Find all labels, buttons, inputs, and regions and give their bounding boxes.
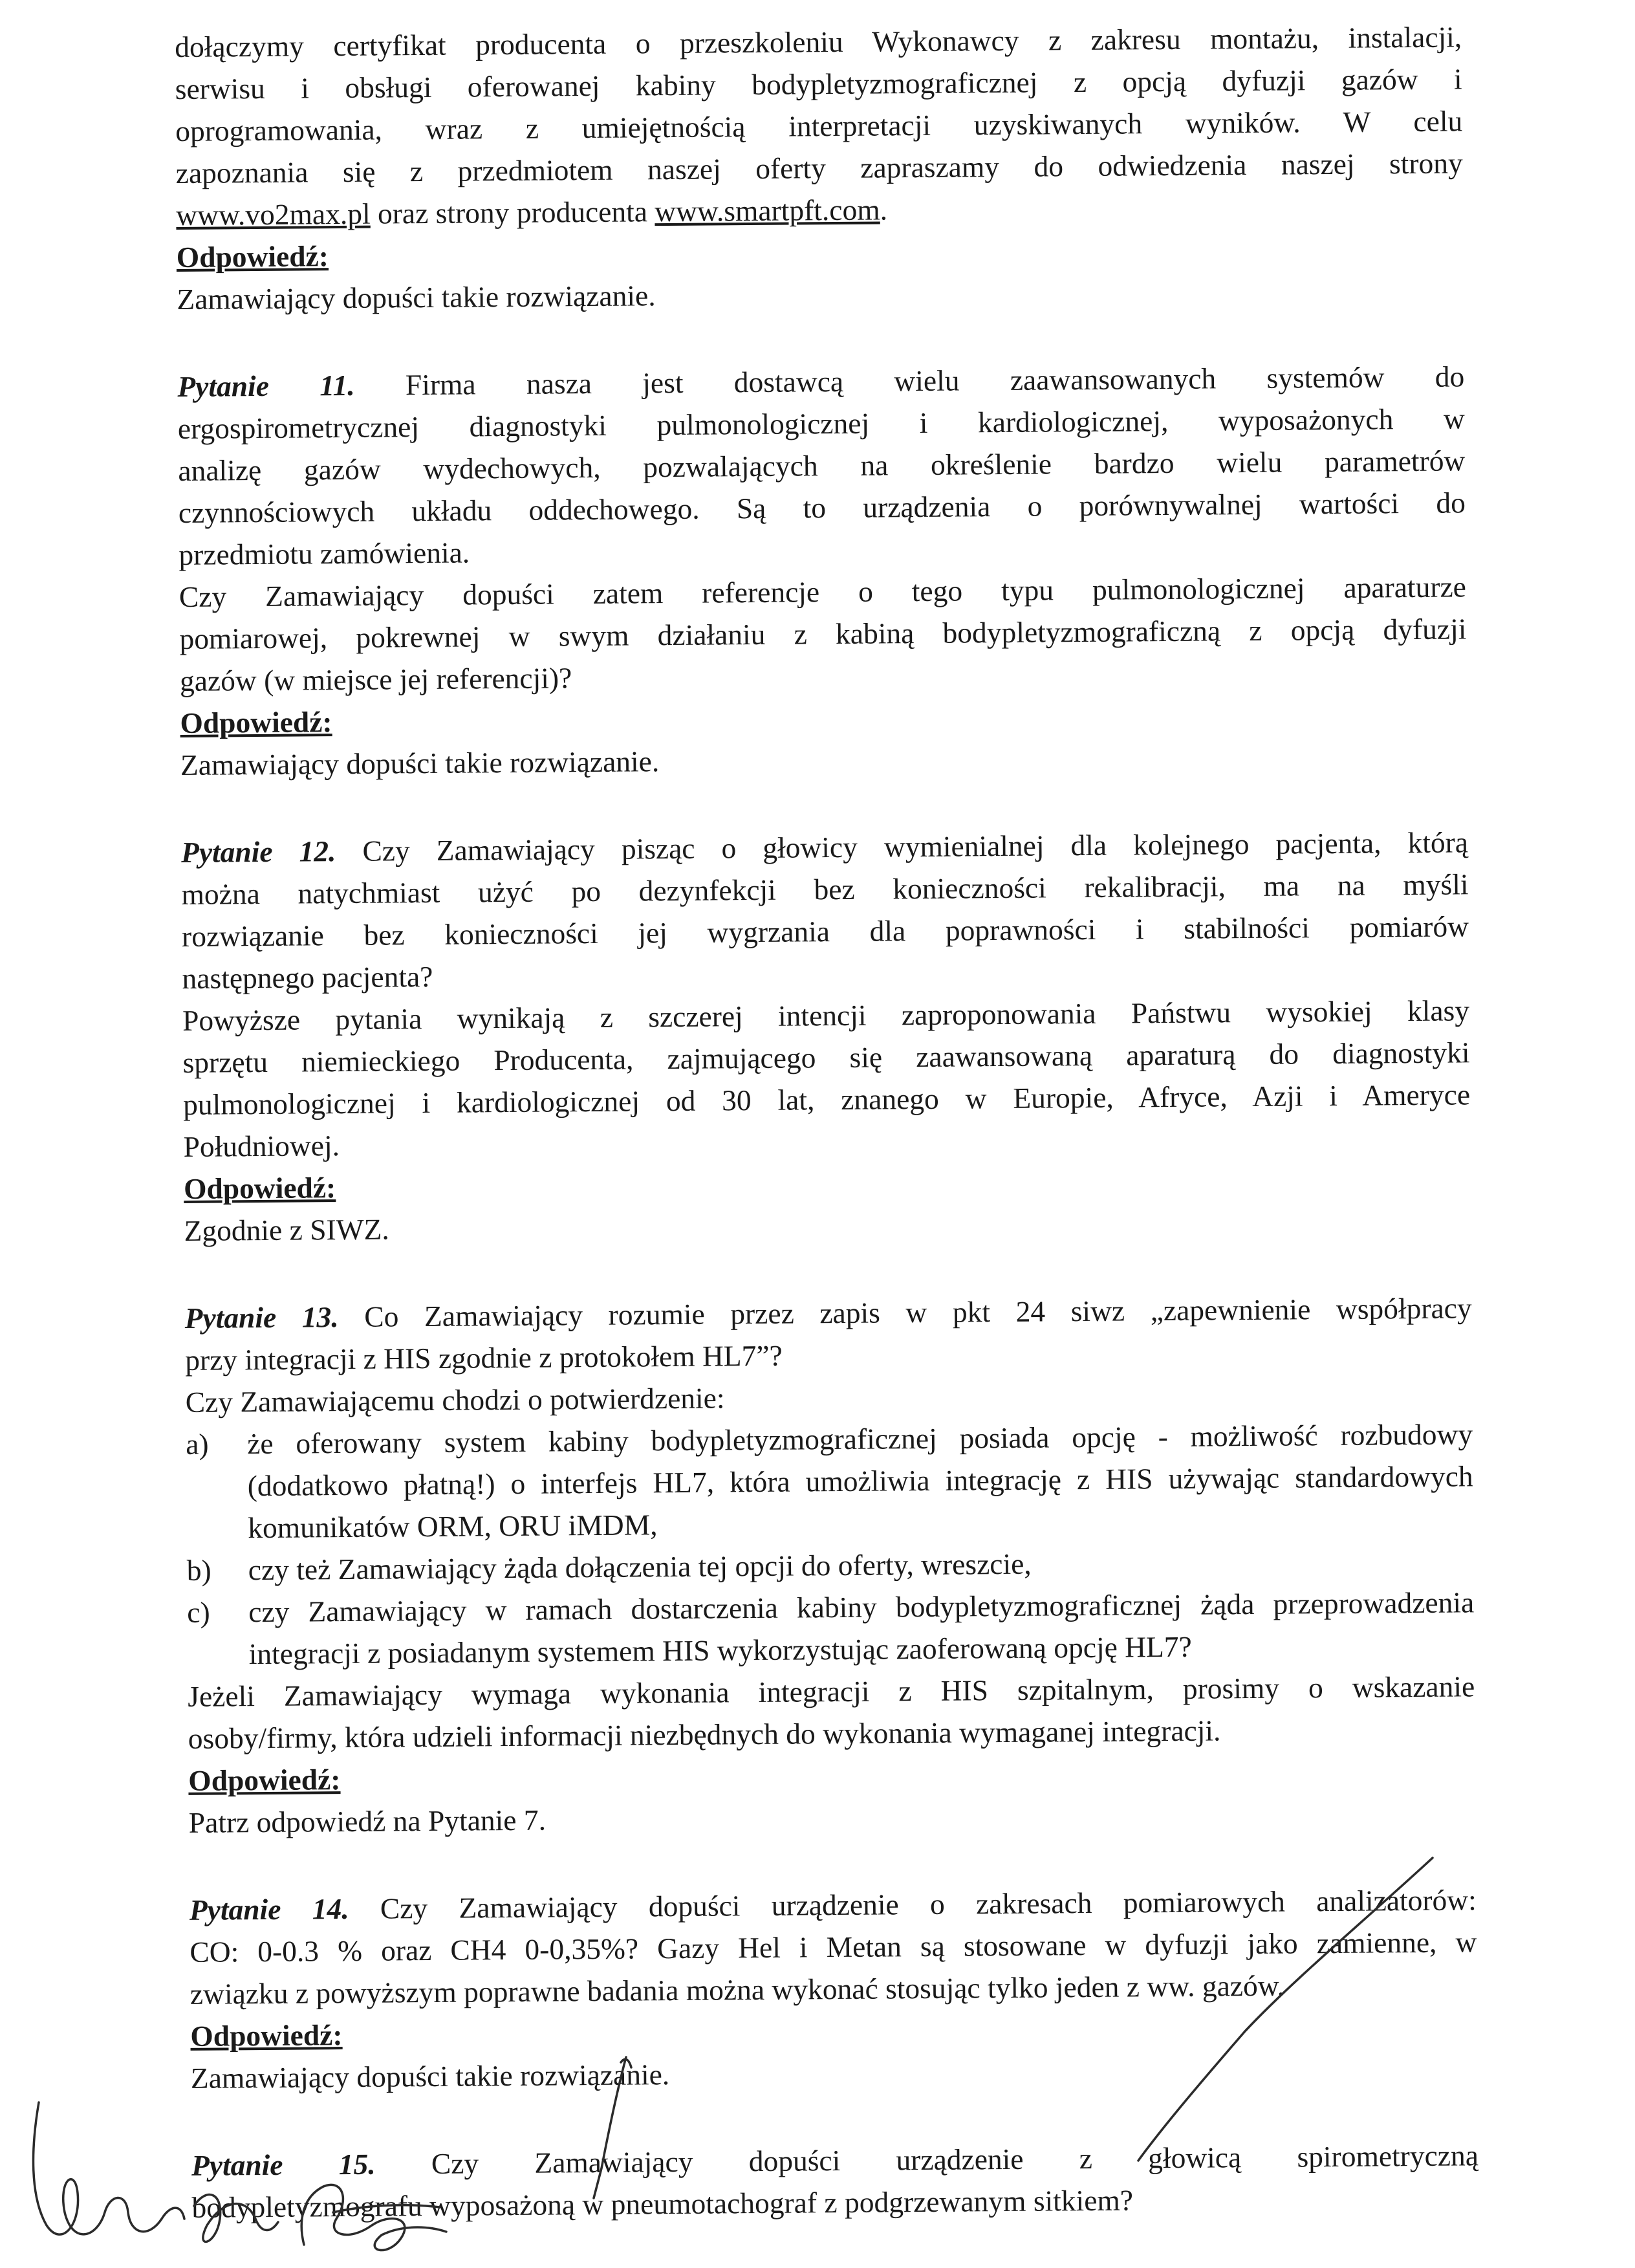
diagonal-pen-stroke <box>1138 1858 1433 2161</box>
question-line: przedmiotu zamówienia. <box>179 536 470 571</box>
question-line: sprzętu niemieckiego Producenta, zajmującego się zaawansowaną aparaturą do diagnostyki <box>182 1036 1470 1079</box>
question-line: następnego pacjenta? <box>182 959 433 995</box>
question-line: osoby/firmy, która udzieli informacji niezbędnych do wykonania wymaganej integracji. <box>188 1714 1221 1755</box>
question-line: przy integracji z HIS zgodnie z protokołem HL7”? <box>184 1338 783 1377</box>
smartpft-link[interactable]: www.smartpft.com <box>655 193 880 228</box>
answer-label: Odpowiedź: <box>190 2018 343 2053</box>
list-marker: a) <box>186 1427 209 1461</box>
question-line: Jeżeli Zamawiający wymaga wykonania integracji z HIS szpitalnym, prosimy o wskazanie <box>188 1670 1475 1713</box>
question-line: Czy Zamawiającemu chodzi o potwierdzenie: <box>185 1381 725 1419</box>
question-text: Firma nasza jest dostawcą wielu zaawansowanych systemów do <box>354 360 1465 402</box>
question-line: Powyższe pytania wynikają z szczerej intencji zaproponowania Państwu wysokiej klasy <box>182 994 1470 1037</box>
vo2max-link[interactable]: www.vo2max.pl <box>176 197 371 232</box>
initials-signature <box>194 2195 278 2242</box>
pen-hook <box>621 2059 631 2067</box>
question-text: Czy Zamawiający dopuści urządzenie z głowicą spirometryczną <box>375 2139 1479 2181</box>
list-marker: c) <box>187 1595 210 1629</box>
question-label: Pytanie 13. <box>184 1300 339 1335</box>
question-line: bodypletyzmografu wyposażoną w pneumotachograf z podgrzewanym sitkiem? <box>191 2183 1134 2224</box>
question-text: Czy Zamawiający pisząc o głowicy wymienialnej dla kolejnego pacjenta, którą <box>336 825 1469 868</box>
question-label: Pytanie 14. <box>189 1892 349 1926</box>
initials-underline <box>333 2205 440 2212</box>
answer-label: Odpowiedź: <box>183 1171 336 1205</box>
question-line: związku z powyższym poprawne badania można wykonać stosując tylko jeden z ww. gazów. <box>189 1968 1285 2011</box>
question-line: rozwiązanie bez konieczności jej wygrzania dla poprawności i stabilności pomiarów <box>181 910 1469 953</box>
answer-text: Zamawiający dopuści takie rozwiązanie. <box>190 2058 670 2095</box>
question-line: gazów (w miejsce jej referencji)? <box>179 661 572 697</box>
intro-line: dołączymy certyfikat producenta o przeszkoleniu Wykonawcy z zakresu montażu, instalacji, <box>175 20 1462 63</box>
question-line: można natychmiast użyć po dezynfekcji bez konieczności rekalibracji, ma na myśli <box>181 867 1469 911</box>
answer-text: Zgodnie z SIWZ. <box>184 1212 389 1247</box>
list-item-text: że oferowany system kabiny bodypletyzmograficznej posiada opcję - możliwość rozbudowy (dodatkowo płatną!) o interfejs HL7, która umożliwia integrację z HIS używając standardowych komunikatów ORM, ORU iMDM, <box>247 1417 1473 1545</box>
intro-line: zapoznania się z przedmiotem naszej oferty zapraszamy do odwiedzenia naszej strony <box>175 146 1463 190</box>
question-line: Południowej. <box>183 1129 340 1163</box>
question-line: Czy Zamawiający dopuści zatem referencje o tego typu pulmonologicznej aparaturze <box>179 570 1467 613</box>
answer-label: Odpowiedź: <box>176 239 329 274</box>
question-line: ergospirometrycznej diagnostyki pulmonologicznej i kardiologicznej, wyposażonych w <box>177 402 1466 445</box>
answer-label: Odpowiedź: <box>188 1763 341 1797</box>
intro-end-text: . <box>880 193 888 226</box>
intro-line: oprogramowania, wraz z umiejętnością interpretacji uzyskiwanych wyników. W celu <box>175 104 1463 147</box>
list-item-text: czy też Zamawiający żąda dołączenia tej opcji do oferty, wreszcie, <box>248 1547 1032 1587</box>
question-line: analizę gazów wydechowych, pozwalających na określenie bardzo wielu parametrów <box>178 444 1466 487</box>
initials-signature <box>33 2102 184 2234</box>
question-label: Pytanie 15. <box>191 2147 376 2182</box>
list-marker: b) <box>186 1553 211 1587</box>
answer-text: Zamawiający dopuści takie rozwiązanie. <box>177 279 656 316</box>
question-line: czynnościowych układu oddechowego. Są to urządzenia o porównywalnej wartości do <box>178 486 1466 529</box>
intro-line: serwisu i obsługi oferowanej kabiny bodypletyzmograficznej z opcją dyfuzji gazów i <box>175 62 1462 105</box>
list-item-text: czy Zamawiający w ramach dostarczenia kabiny bodypletyzmograficznej żąda przeprowadzenia integracji z posiadanym systemem HIS wykorzystując zaoferowaną opcję HL7? <box>248 1586 1475 1671</box>
question-text: Co Zamawiający rozumie przez zapis w pkt 24 siwz „zapewnienie współpracy <box>338 1291 1472 1334</box>
answer-text: Zamawiający dopuści takie rozwiązanie. <box>180 745 660 781</box>
intro-mid-text: oraz strony producenta <box>370 195 655 230</box>
question-label: Pytanie 12. <box>180 834 336 869</box>
vertical-pen-stroke <box>594 2057 626 2198</box>
question-line: CO: 0-0.3 % oraz CH4 0-0,35%? Gazy Hel i Metan są stosowane w dyfuzji jako zamienne, w <box>189 1925 1477 1968</box>
initials-signature <box>301 2185 446 2250</box>
question-text: Czy Zamawiający dopuści urządzenie o zakresach pomiarowych analizatorów: <box>349 1883 1477 1925</box>
question-line: pulmonologicznej i kardiologicznej od 30 lat, znanego w Europie, Afryce, Azji i Ameryce <box>182 1078 1471 1121</box>
answer-label: Odpowiedź: <box>180 705 332 739</box>
question-label: Pytanie 11. <box>177 368 355 403</box>
answer-text: Patrz odpowiedź na Pytanie 7. <box>188 1803 547 1839</box>
question-line: pomiarowej, pokrewnej w swym działaniu z kabiną bodypletyzmograficzną z opcją dyfuzji <box>179 612 1467 655</box>
